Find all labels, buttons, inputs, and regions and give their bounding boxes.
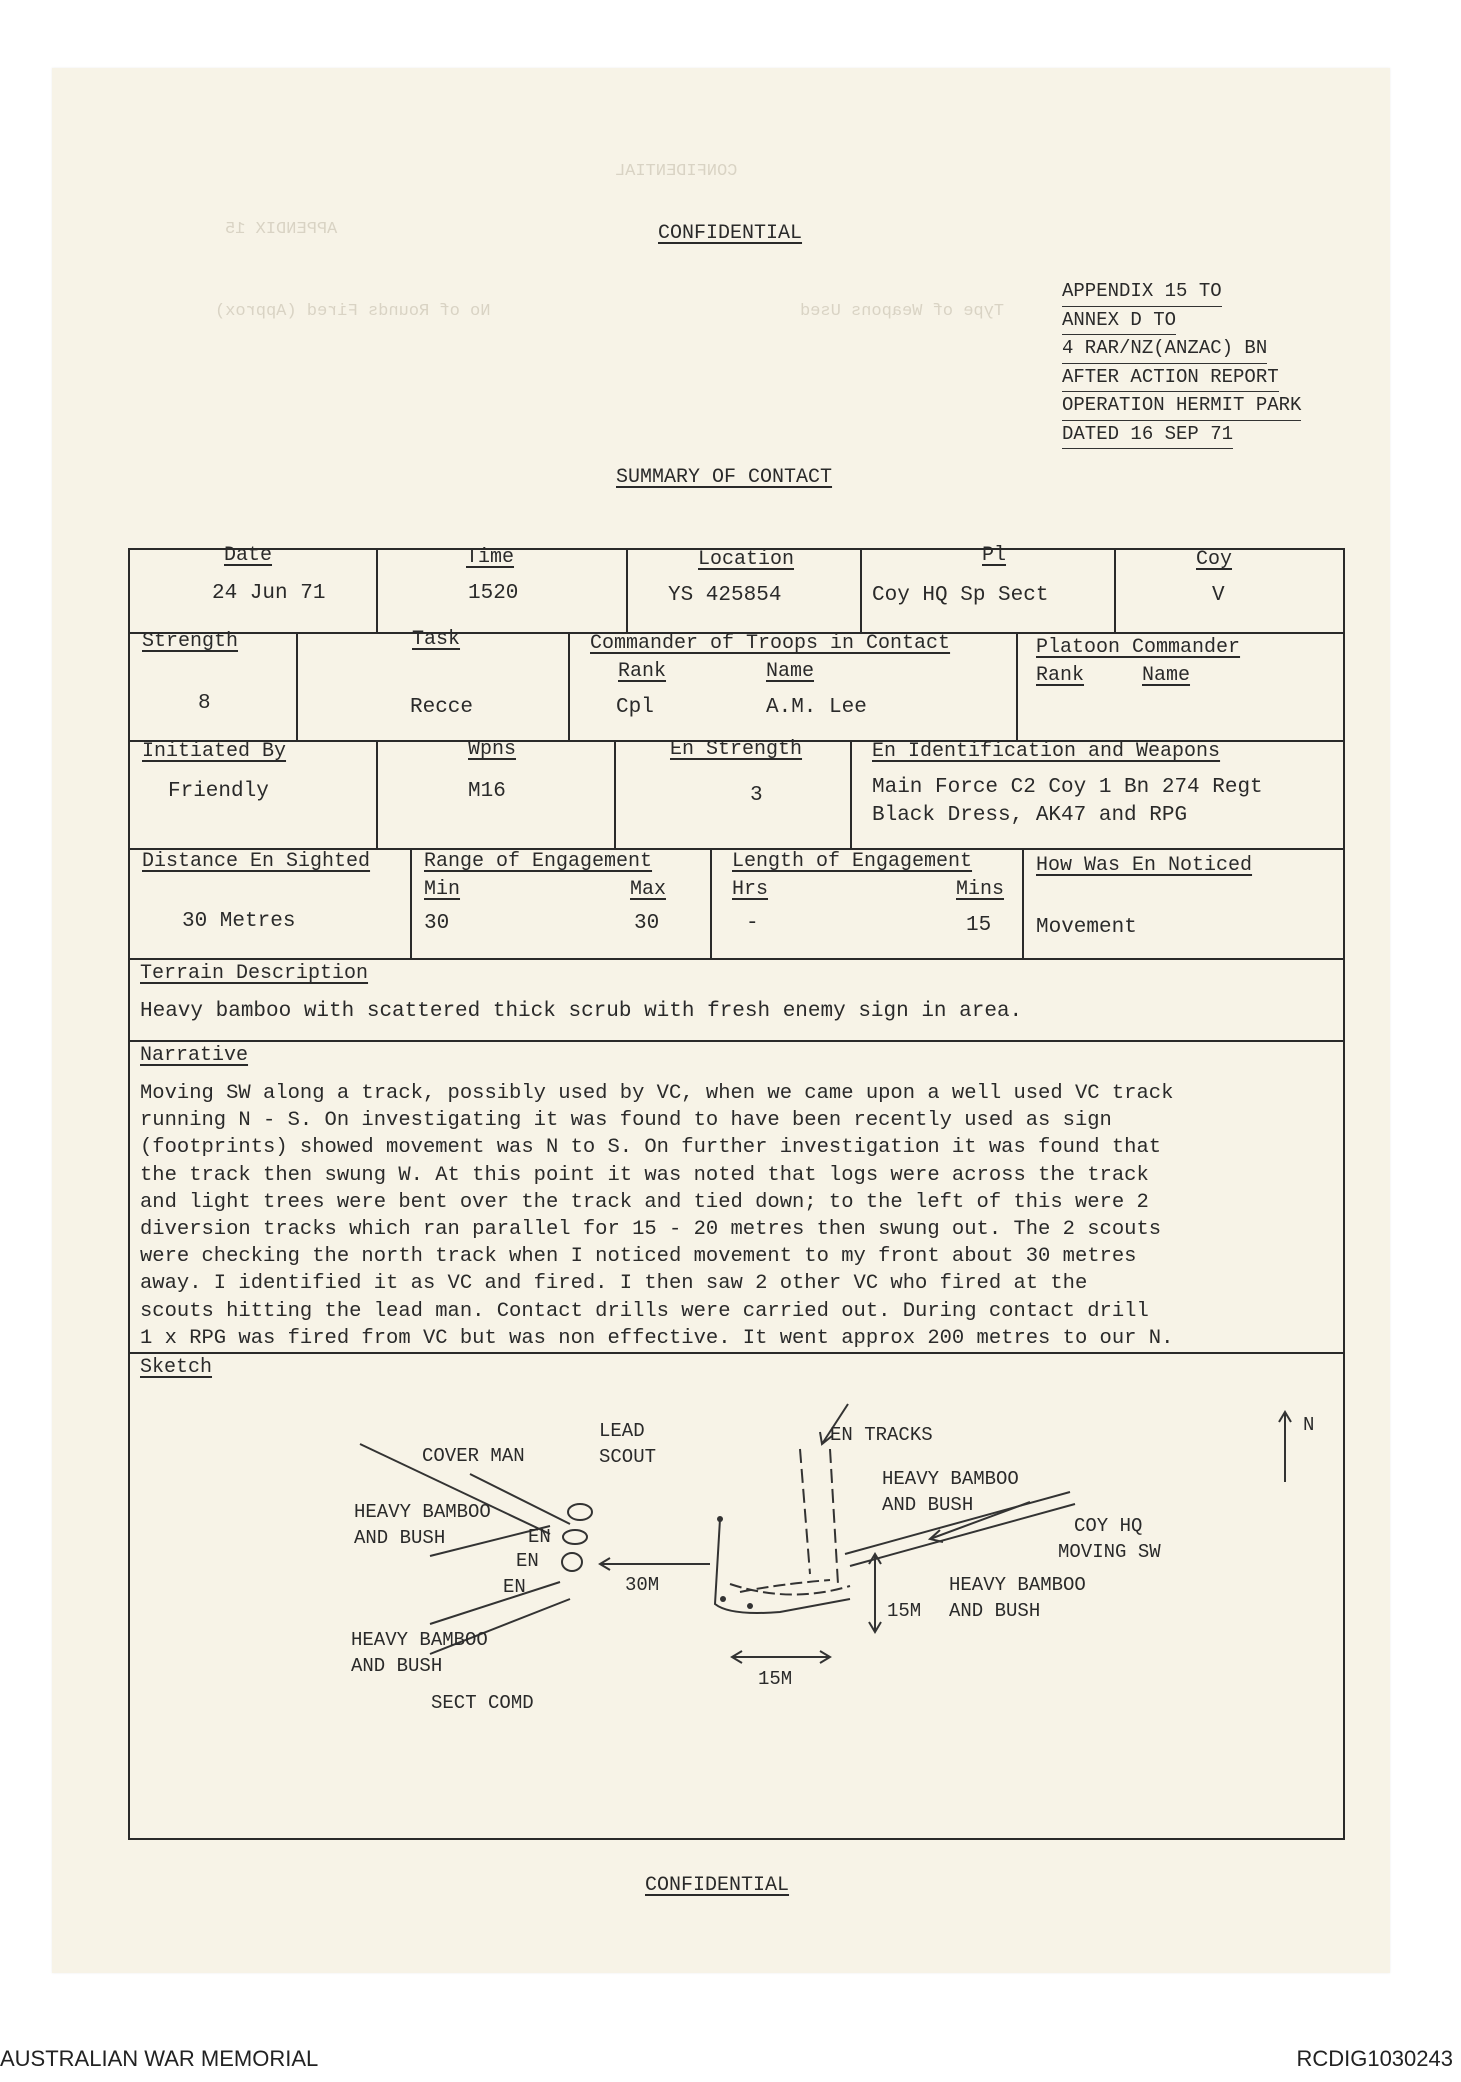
- sketch-heavy-bamboo: HEAVY BAMBOO: [882, 1468, 1019, 1490]
- form-row-2: [130, 628, 1343, 742]
- enemy-position: [568, 1504, 592, 1520]
- task-cell: [298, 628, 570, 740]
- terrain-text: Heavy bamboo with scattered thick scrub with fresh enemy sign in area.: [140, 1000, 1023, 1023]
- max-label: Max: [630, 878, 667, 901]
- sketch-scout: SCOUT: [599, 1446, 657, 1468]
- contact-summary-form: [128, 544, 1345, 1840]
- bamboo-pointer-lower: [430, 1582, 560, 1624]
- coy-value: V: [1212, 584, 1225, 607]
- mins-value: 15: [966, 914, 992, 937]
- coy-label: Coy: [1196, 548, 1233, 571]
- sketch-heavy-bamboo: HEAVY BAMBOO: [351, 1629, 488, 1651]
- sketch-and-bush: AND BUSH: [949, 1600, 1041, 1622]
- sketch-cover-man: COVER MAN: [422, 1445, 525, 1467]
- footer-record-id: RCDIG1030243: [1296, 2046, 1453, 2071]
- sketch-and-bush: AND BUSH: [882, 1494, 974, 1516]
- wpns-value: M16: [468, 780, 506, 803]
- bleed-through-text: APPENDIX 15: [225, 220, 338, 239]
- sketch-sect-comd: SECT COMD: [431, 1692, 534, 1714]
- sketch-en: EN: [528, 1526, 551, 1548]
- position-dot: [747, 1603, 753, 1609]
- sketch-label: Sketch: [140, 1356, 213, 1379]
- hrs-value: -: [746, 912, 759, 935]
- appendix-line: OPERATION HERMIT PARK: [1062, 392, 1301, 421]
- sketch-coy-hq: COY HQ: [1074, 1515, 1143, 1537]
- page-title: SUMMARY OF CONTACT: [616, 466, 833, 489]
- sketch-15m-horizontal: 15M: [758, 1668, 793, 1690]
- narrative-label: Narrative: [140, 1044, 249, 1067]
- sketch-30m: 30M: [625, 1574, 660, 1596]
- strength-cell: [130, 630, 298, 740]
- sketch-lead: LEAD: [599, 1420, 645, 1442]
- date-cell: [130, 544, 378, 632]
- en-identification-cell: [852, 742, 1343, 848]
- sketch-drawing: [130, 1354, 1343, 1834]
- strength-label: Strength: [142, 630, 239, 653]
- range-cell: [412, 850, 712, 958]
- initiated-value: Friendly: [168, 780, 269, 803]
- name-label: Name: [766, 660, 815, 683]
- appendix-line: AFTER ACTION REPORT: [1062, 364, 1279, 393]
- sketch-area: [130, 1354, 1343, 1838]
- terrain-row: [130, 960, 1343, 1042]
- sketch-and-bush: AND BUSH: [354, 1527, 446, 1549]
- platoon-commander-cell: [1018, 634, 1343, 740]
- sketch-moving-sw: MOVING SW: [1058, 1541, 1161, 1563]
- time-value: 1520: [468, 582, 519, 605]
- appendix-line: APPENDIX 15 TO: [1062, 278, 1222, 307]
- location-cell: [628, 550, 862, 632]
- date-value: 24 Jun 71: [212, 582, 326, 605]
- pc-rank-label: Rank: [1036, 664, 1085, 687]
- narrative-row: [130, 1042, 1343, 1354]
- noticed-label: How Was En Noticed: [1036, 854, 1253, 877]
- classification-top: CONFIDENTIAL: [658, 222, 803, 245]
- position-dot: [720, 1596, 726, 1602]
- scout-track: [715, 1519, 850, 1613]
- commander-label: Commander of Troops in Contact: [590, 632, 951, 655]
- appendix-line: DATED 16 SEP 71: [1062, 421, 1233, 450]
- noticed-cell: [1024, 850, 1343, 958]
- hrs-label: Hrs: [732, 878, 769, 901]
- form-row-1: [130, 544, 1343, 634]
- strength-value: 8: [198, 692, 211, 715]
- en-track: [800, 1449, 838, 1584]
- platoon-cell: [862, 544, 1116, 632]
- wpns-cell: [378, 738, 616, 848]
- en-strength-label: En Strength: [670, 738, 803, 761]
- pl-label: Pl: [982, 544, 1007, 567]
- form-row-3: [130, 738, 1343, 850]
- time-cell: [378, 546, 628, 632]
- en-strength-cell: [616, 738, 852, 848]
- time-label: Time: [466, 546, 515, 569]
- footer-institution: AUSTRALIAN WAR MEMORIAL: [0, 2046, 319, 2071]
- sketch-north: N: [1303, 1414, 1315, 1436]
- max-value: 30: [634, 912, 660, 935]
- distance-cell: [130, 850, 412, 958]
- coy-cell: [1116, 550, 1343, 632]
- friendly-track: [730, 1580, 850, 1595]
- rank-label: Rank: [618, 660, 667, 683]
- sketch-15m-vertical: 15M: [887, 1600, 922, 1622]
- rank-value: Cpl: [616, 696, 654, 719]
- min-label: Min: [424, 878, 461, 901]
- commander-cell: [570, 634, 1018, 740]
- sketch-en-tracks: EN TRACKS: [830, 1424, 933, 1446]
- date-label: Date: [224, 544, 273, 567]
- en-identification-label: En Identification and Weapons: [872, 740, 1221, 763]
- length-label: Length of Engagement: [732, 850, 973, 873]
- terrain-label: Terrain Description: [140, 962, 369, 985]
- location-value: YS 425854: [668, 584, 782, 607]
- form-row-4: [130, 850, 1343, 960]
- min-value: 30: [424, 912, 450, 935]
- classification-bottom: CONFIDENTIAL: [645, 1874, 790, 1897]
- appendix-reference: [1062, 278, 1301, 449]
- wpns-label: Wpns: [468, 738, 517, 761]
- sketch-en: EN: [516, 1550, 539, 1572]
- bleed-through-text: CONFIDENTIAL: [615, 162, 738, 181]
- enemy-position: [563, 1530, 587, 1544]
- platoon-commander-label: Platoon Commander: [1036, 636, 1241, 659]
- sketch-and-bush: AND BUSH: [351, 1655, 443, 1677]
- name-value: A.M. Lee: [766, 696, 867, 719]
- en-identification-line: Main Force C2 Coy 1 Bn 274 Regt: [872, 776, 1263, 799]
- sketch-en: EN: [503, 1576, 526, 1598]
- location-label: Location: [698, 548, 795, 571]
- narrative-text: Moving SW along a track, possibly used by VC, when we came upon a well used VC track running N - S. On investigating it was found to have been recently used as sign (footprints) showed movement was N to S. On further investigation it was found that the track then swung W. At this point it was noted that logs were across the track and light trees were bent over the track and tied down; to the left of this were 2 diversion tracks which ran parallel for 15 - 20 metres then swung out. The 2 scouts were checking the north track when I noticed movement to my front about 30 metres away. I identified it as VC and fired. I then saw 2 other VC who fired at the scouts hitting the lead man. Contact drills were carried out. During contact drill 1 x RPG was fired from VC but was non effective. It went approx 200 metres to our N.: [140, 1082, 1174, 1350]
- pl-value: Coy HQ Sp Sect: [872, 584, 1049, 607]
- task-value: Recce: [410, 696, 474, 719]
- length-cell: [712, 850, 1024, 958]
- enemy-position: [562, 1553, 582, 1571]
- noticed-value: Movement: [1036, 916, 1137, 939]
- bleed-through-text: Type of Weapons Used: [800, 302, 1005, 321]
- en-strength-value: 3: [750, 784, 763, 807]
- sketch-heavy-bamboo: HEAVY BAMBOO: [949, 1574, 1086, 1596]
- initiated-label: Initiated By: [142, 740, 287, 763]
- mins-label: Mins: [956, 878, 1005, 901]
- appendix-line: ANNEX D TO: [1062, 307, 1176, 336]
- sketch-heavy-bamboo: HEAVY BAMBOO: [354, 1501, 491, 1523]
- appendix-line: 4 RAR/NZ(ANZAC) BN: [1062, 335, 1267, 364]
- task-label: Task: [412, 628, 461, 651]
- range-label: Range of Engagement: [424, 850, 653, 873]
- en-identification-line: Black Dress, AK47 and RPG: [872, 804, 1188, 827]
- bleed-through-text: No of Rounds Fired (Approx): [215, 302, 491, 321]
- distance-value: 30 Metres: [182, 910, 296, 933]
- distance-label: Distance En Sighted: [142, 850, 371, 873]
- pc-name-label: Name: [1142, 664, 1191, 687]
- position-dot: [717, 1516, 723, 1522]
- initiated-cell: [130, 742, 378, 848]
